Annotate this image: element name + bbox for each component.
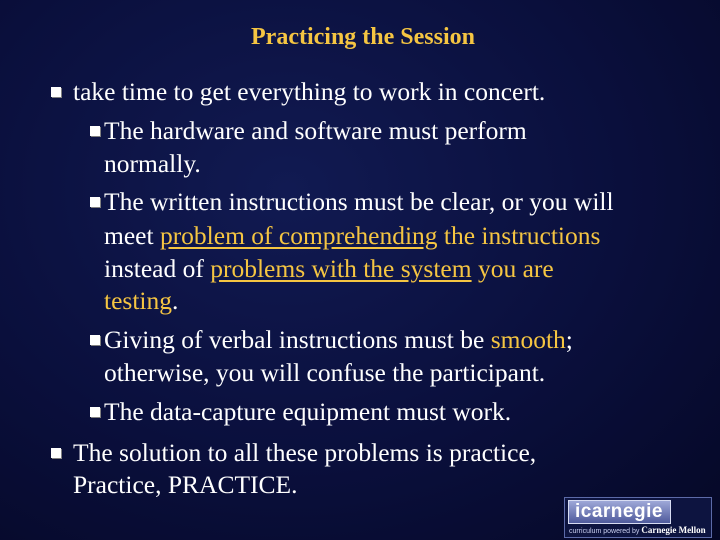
bullet-text: The solution to all these problems is practice, bbox=[73, 438, 537, 467]
sub-bullet-text-cont: normally. bbox=[104, 149, 201, 178]
highlighted-phrase: problems with the system bbox=[210, 254, 472, 283]
highlighted-text: the instructions bbox=[437, 221, 601, 250]
bullet-square-icon bbox=[51, 87, 61, 97]
sub-bullet-square-icon bbox=[90, 126, 100, 136]
highlighted-text: smooth bbox=[490, 325, 566, 354]
bullet-square-icon bbox=[51, 448, 61, 458]
plain-text: Giving of verbal instructions must be bbox=[104, 325, 491, 354]
logo-wordmark: icarnegie bbox=[575, 501, 663, 522]
sub-bullet-text bbox=[104, 324, 573, 356]
icarnegie-logo bbox=[564, 497, 712, 538]
sub-bullet-text-cont: otherwise, you will confuse the participant. bbox=[104, 358, 546, 387]
sub-bullet-text-cont bbox=[104, 220, 600, 252]
logo-university: Carnegie Mellon bbox=[641, 525, 706, 535]
sub-bullet-square-icon bbox=[90, 197, 100, 207]
logo-tagline-text: curriculum powered by bbox=[569, 528, 640, 535]
plain-text: ; bbox=[565, 325, 573, 354]
sub-bullet-text-cont bbox=[104, 285, 178, 317]
plain-text: instead of bbox=[104, 254, 211, 283]
bullet-text: take time to get everything to work in concert. bbox=[73, 77, 546, 106]
slide-title: Practicing the Session bbox=[251, 24, 475, 50]
highlighted-text: testing bbox=[104, 286, 172, 315]
highlighted-phrase: problem of comprehending bbox=[159, 221, 438, 250]
sub-bullet-text-cont bbox=[104, 253, 554, 285]
sub-bullet-square-icon bbox=[90, 335, 100, 345]
sub-bullet-text: The written instructions must be clear, or you will bbox=[104, 187, 614, 216]
plain-text: . bbox=[172, 286, 179, 315]
sub-bullet-text: The data-capture equipment must work. bbox=[104, 397, 512, 426]
logo-tagline bbox=[569, 525, 706, 535]
highlighted-text: you are bbox=[471, 254, 554, 283]
bullet-text-cont: Practice, PRACTICE. bbox=[73, 470, 298, 499]
sub-bullet-text: The hardware and software must perform bbox=[104, 116, 527, 145]
plain-text: meet bbox=[104, 221, 160, 250]
logo-wordmark-box bbox=[568, 500, 671, 524]
sub-bullet-square-icon bbox=[90, 407, 100, 417]
